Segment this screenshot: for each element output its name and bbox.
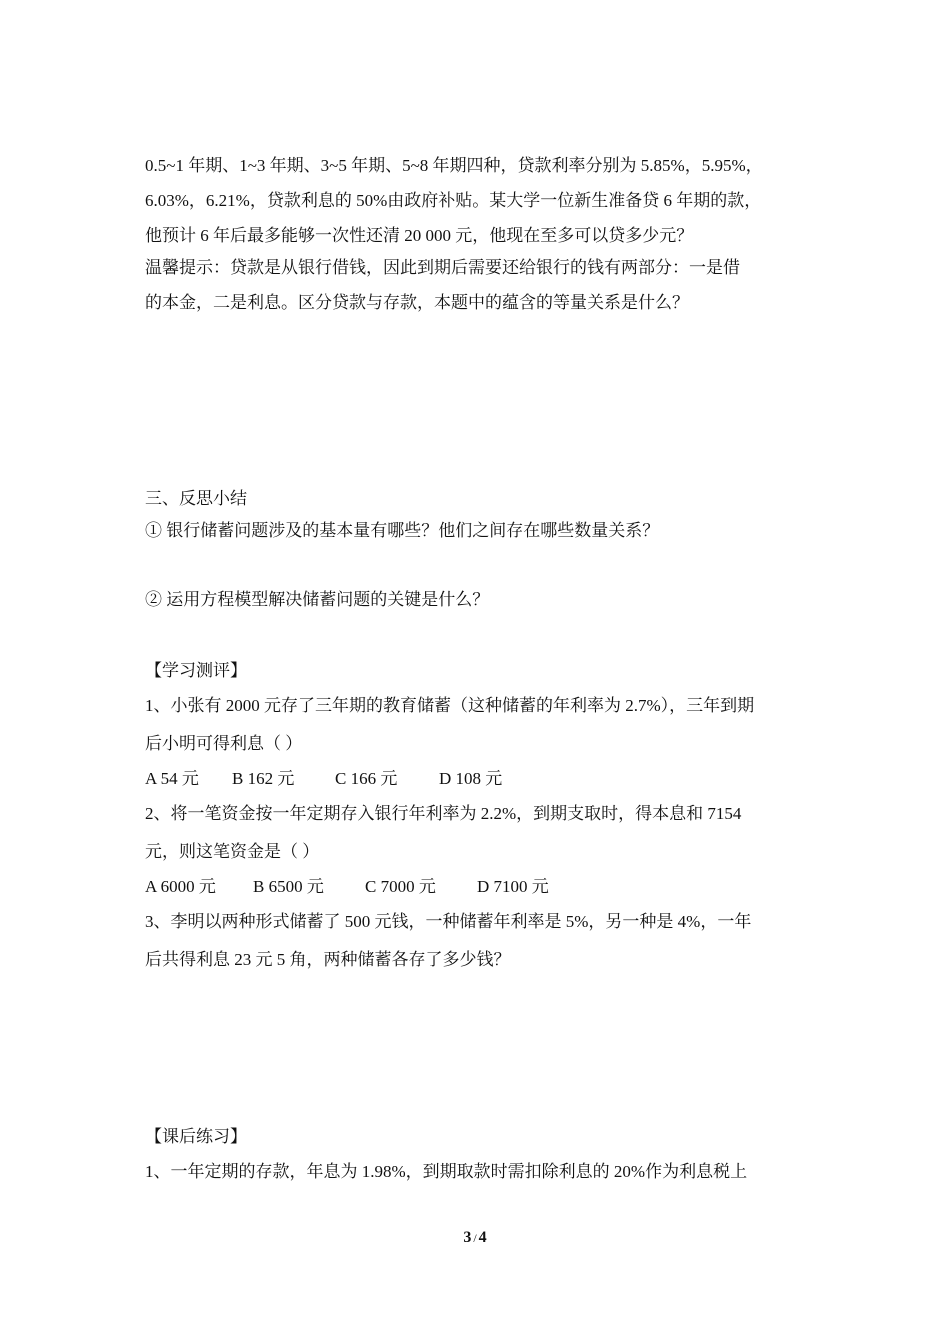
hint-line-2: 的本金，二是利息。区分贷款与存款，本题中的蕴含的等量关系是什么？ bbox=[145, 293, 689, 312]
assessment-q2-line-2: 元，则这笔资金是（ ） bbox=[145, 842, 320, 861]
option-b: B 162 元 bbox=[232, 769, 295, 788]
option-c: C 166 元 bbox=[335, 769, 398, 788]
problem-line-3: 他预计 6 年后最多能够一次性还清 20 000 元，他现在至多可以贷多少元？ bbox=[145, 226, 694, 245]
practice-q1-line-1: 1、一年定期的存款，年息为 1.98%，到期取款时需扣除利息的 20%作为利息税上 bbox=[145, 1162, 748, 1181]
option-a: A 6000 元 bbox=[145, 877, 216, 896]
hint-line-1: 温馨提示：贷款是从银行借钱，因此到期后需要还给银行的钱有两部分：一是借 bbox=[145, 258, 740, 277]
assessment-q3-line-1: 3、李明以两种形式储蓄了 500 元钱，一种储蓄年利率是 5%，另一种是 4%，一年 bbox=[145, 912, 752, 931]
option-d: D 108 元 bbox=[439, 769, 503, 788]
assessment-title: 【学习测评】 bbox=[145, 661, 247, 680]
assessment-q3-line-2: 后共得利息 23 元 5 角，两种储蓄各存了多少钱？ bbox=[145, 950, 511, 969]
option-c: C 7000 元 bbox=[365, 877, 436, 896]
current-page: 3 bbox=[463, 1229, 472, 1246]
practice-title: 【课后练习】 bbox=[145, 1127, 247, 1146]
reflection-question-2: ② 运用方程模型解决储蓄问题的关键是什么？ bbox=[145, 590, 490, 609]
assessment-q1-line-1: 1、小张有 2000 元存了三年期的教育储蓄（这种储蓄的年利率为 2.7%），三年到期 bbox=[145, 696, 755, 715]
problem-line-2: 6.03%，6.21%，贷款利息的 50%由政府补贴。某大学一位新生准备贷 6 年期的款， bbox=[145, 191, 762, 210]
reflection-title: 三、反思小结 bbox=[145, 489, 247, 508]
total-pages: 4 bbox=[478, 1229, 487, 1246]
page-number bbox=[0, 1229, 950, 1247]
problem-line-1: 0.5~1 年期、1~3 年期、3~5 年期、5~8 年期四种，贷款利率分别为 5.85%，5.95%， bbox=[145, 156, 763, 175]
option-b: B 6500 元 bbox=[253, 877, 324, 896]
reflection-question-1: ① 银行储蓄问题涉及的基本量有哪些？他们之间存在哪些数量关系？ bbox=[145, 521, 660, 540]
assessment-q2-options bbox=[145, 876, 815, 898]
assessment-q2-line-1: 2、将一笔资金按一年定期存入银行年利率为 2.2%，到期支取时，得本息和 7154 bbox=[145, 804, 742, 823]
assessment-q1-options bbox=[145, 768, 815, 790]
option-d: D 7100 元 bbox=[477, 877, 549, 896]
assessment-q1-line-2: 后小明可得利息（ ） bbox=[145, 734, 303, 753]
page-separator: / bbox=[473, 1231, 477, 1245]
option-a: A 54 元 bbox=[145, 769, 199, 788]
